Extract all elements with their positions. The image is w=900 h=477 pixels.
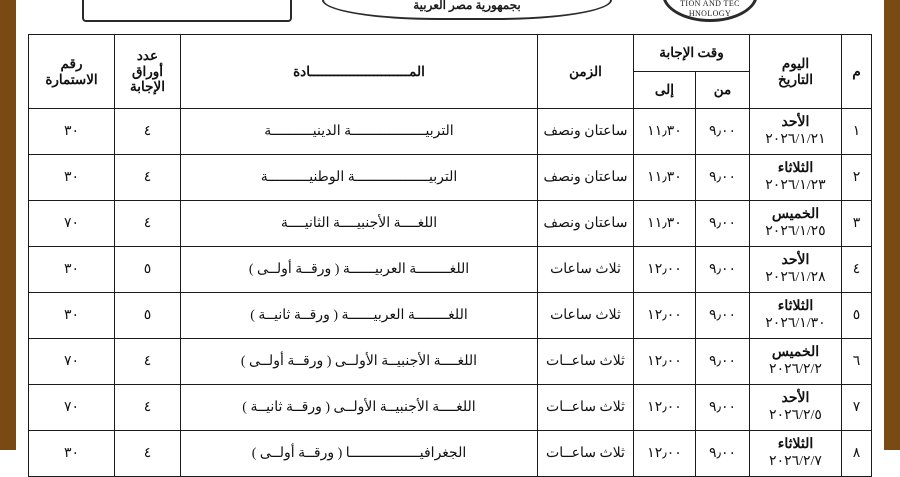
- cell-date: ٢٠٢٦/١/٢٣: [765, 177, 826, 193]
- table-row: [29, 293, 872, 339]
- seal-text-line-2: HNOLOGY: [688, 9, 732, 18]
- cell-duration: ثلاث ساعات: [537, 247, 633, 293]
- cell-date: ٢٠٢٦/٢/٧: [769, 453, 822, 469]
- document-sheet: [22, 0, 878, 469]
- cell-form-number: ٣٠: [29, 155, 115, 201]
- th-papers-line-3: الإجابة: [130, 79, 165, 95]
- table-row: [29, 155, 872, 201]
- th-day-label: اليوم: [781, 55, 810, 71]
- cell-form-number: ٣٠: [29, 109, 115, 155]
- th-serial: م: [842, 35, 872, 109]
- cell-duration: ثلاث ساعــات: [537, 385, 633, 431]
- cell-duration: ثلاث ساعات: [537, 293, 633, 339]
- cell-serial: ٣: [842, 201, 872, 247]
- cell-day: الأحد: [781, 390, 810, 406]
- cell-form-number: ٣٠: [29, 247, 115, 293]
- th-form-line-2: الاستمارة: [45, 71, 98, 87]
- table-row: [29, 339, 872, 385]
- ministry-seal-icon: [662, 0, 758, 22]
- exam-schedule-table: [28, 34, 872, 477]
- table-row: [29, 431, 872, 477]
- cell-day: الخميس: [771, 344, 820, 360]
- cell-day: الخميس: [771, 206, 820, 222]
- cell-date: ٢٠٢٦/١/٢١: [765, 131, 826, 147]
- cell-date: ٢٠٢٦/٢/٥: [769, 407, 822, 423]
- cell-subject: اللغــــــــة العربيــــــة ( ورقــة أولــى ): [181, 247, 538, 293]
- cell-day-date: [750, 293, 842, 339]
- cell-answer-papers: ٤: [115, 431, 181, 477]
- cell-date: ٢٠٢٦/١/٢٥: [765, 223, 826, 239]
- header-directorate-box: [82, 0, 292, 22]
- th-form-line-1: رقم: [60, 55, 83, 71]
- cell-time-to: ١١٫٣٠: [633, 109, 695, 155]
- seal-text-line-1: TION AND TEC: [680, 0, 740, 8]
- cell-subject: الجغرافيـــــــــــــــــا ( ورقــة أولــى ): [181, 431, 538, 477]
- cell-time-from: ٩٫٠٠: [696, 339, 750, 385]
- cell-date: ٢٠٢٦/٢/٢: [769, 361, 822, 377]
- cell-time-to: ١٢٫٠٠: [633, 247, 695, 293]
- header-country-box: بجمهورية مصر العربية: [322, 0, 612, 20]
- th-answer-papers: [115, 35, 181, 109]
- cell-answer-papers: ٤: [115, 201, 181, 247]
- cell-time-to: ١٢٫٠٠: [633, 339, 695, 385]
- cell-duration: ثلاث ساعــات: [537, 431, 633, 477]
- cell-date: ٢٠٢٦/١/٢٨: [765, 269, 826, 285]
- cell-answer-papers: ٥: [115, 247, 181, 293]
- th-form-number: [29, 35, 115, 109]
- cell-subject: التربيــــــــــــــــــة الوطنيــــــــــة: [181, 155, 538, 201]
- cell-serial: ١: [842, 109, 872, 155]
- cell-day-date: [750, 339, 842, 385]
- table-header-row: [29, 35, 872, 72]
- cell-day-date: [750, 155, 842, 201]
- cell-answer-papers: ٤: [115, 155, 181, 201]
- cell-subject: اللغــــة الأجنبيــــة الثانيــــة: [181, 201, 538, 247]
- th-day-date: [750, 35, 842, 109]
- th-time-from: من: [696, 72, 750, 109]
- cell-serial: ٢: [842, 155, 872, 201]
- cell-time-from: ٩٫٠٠: [696, 431, 750, 477]
- table-row: [29, 201, 872, 247]
- th-answer-time: وقت الإجابة: [633, 35, 749, 72]
- cell-day-date: [750, 201, 842, 247]
- th-papers-line-1: عدد: [136, 48, 159, 64]
- cell-form-number: ٧٠: [29, 201, 115, 247]
- th-papers-line-2: أوراق: [131, 63, 163, 79]
- cell-subject: اللغــــة الأجنبيــة الأولــى ( ورقــة ثانيــة ): [181, 385, 538, 431]
- table-row: [29, 247, 872, 293]
- table-header-row-group: [29, 35, 872, 109]
- cell-date: ٢٠٢٦/١/٣٠: [765, 315, 826, 331]
- cell-duration: ساعتان ونصف: [537, 109, 633, 155]
- cell-answer-papers: ٥: [115, 293, 181, 339]
- cell-answer-papers: ٤: [115, 109, 181, 155]
- cell-duration: ثلاث ساعــات: [537, 339, 633, 385]
- th-subject: المـــــــــــــــــــــــــادة: [181, 35, 538, 109]
- cell-form-number: ٧٠: [29, 385, 115, 431]
- cell-form-number: ٣٠: [29, 293, 115, 339]
- th-time-to: إلى: [633, 72, 695, 109]
- th-duration: الزمن: [537, 35, 633, 109]
- cell-subject: اللغــــــــة العربيــــــة ( ورقــة ثانيــة ): [181, 293, 538, 339]
- cell-serial: ٦: [842, 339, 872, 385]
- cell-time-to: ١٢٫٠٠: [633, 385, 695, 431]
- table-row: [29, 109, 872, 155]
- cell-time-to: ١١٫٣٠: [633, 155, 695, 201]
- cell-answer-papers: ٤: [115, 385, 181, 431]
- cell-day-date: [750, 109, 842, 155]
- cell-subject: التربيــــــــــــــــــة الدينيــــــــــة: [181, 109, 538, 155]
- cell-day-date: [750, 247, 842, 293]
- cell-time-from: ٩٫٠٠: [696, 247, 750, 293]
- cell-answer-papers: ٤: [115, 339, 181, 385]
- cell-serial: ٧: [842, 385, 872, 431]
- document-header: [22, 0, 878, 30]
- cell-day: الأحد: [781, 252, 810, 268]
- cell-day-date: [750, 385, 842, 431]
- cell-serial: ٥: [842, 293, 872, 339]
- cell-day-date: [750, 431, 842, 477]
- cell-day: الثلاثاء: [777, 436, 814, 452]
- cell-serial: ٤: [842, 247, 872, 293]
- cell-time-to: ١٢٫٠٠: [633, 293, 695, 339]
- cell-day: الأحد: [781, 114, 810, 130]
- cell-form-number: ٧٠: [29, 339, 115, 385]
- cell-time-from: ٩٫٠٠: [696, 109, 750, 155]
- cell-time-from: ٩٫٠٠: [696, 293, 750, 339]
- cell-time-to: ١١٫٣٠: [633, 201, 695, 247]
- cell-time-to: ١٢٫٠٠: [633, 431, 695, 477]
- cell-duration: ساعتان ونصف: [537, 155, 633, 201]
- cell-serial: ٨: [842, 431, 872, 477]
- cell-time-from: ٩٫٠٠: [696, 201, 750, 247]
- cell-day: الثلاثاء: [777, 298, 814, 314]
- cell-time-from: ٩٫٠٠: [696, 155, 750, 201]
- table-body: [29, 109, 872, 477]
- cell-form-number: ٣٠: [29, 431, 115, 477]
- cell-time-from: ٩٫٠٠: [696, 385, 750, 431]
- table-row: [29, 385, 872, 431]
- schedule-table-wrapper: [22, 34, 878, 477]
- cell-day: الثلاثاء: [777, 160, 814, 176]
- cell-subject: اللغــــة الأجنبيــة الأولــى ( ورقــة أولــى ): [181, 339, 538, 385]
- th-date-label: التاريخ: [777, 71, 814, 87]
- cell-duration: ساعتان ونصف: [537, 201, 633, 247]
